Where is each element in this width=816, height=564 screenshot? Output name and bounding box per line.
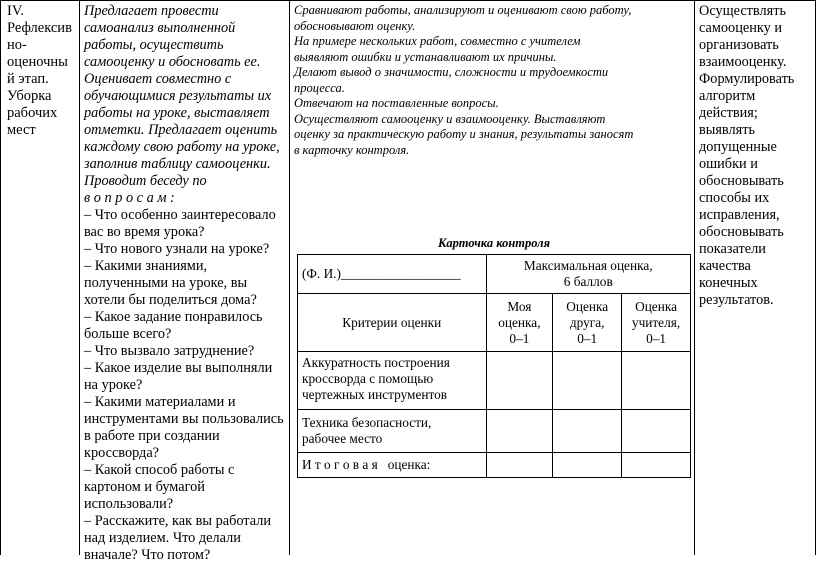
question-line: вначале? Что потом? [84,547,211,563]
stage-line: но- [7,37,27,53]
teacher-score-header: Оценка учителя, 0–1 [622,294,691,352]
question-line: на уроке? [84,377,143,393]
teacher-activity-cell [84,3,284,564]
results-line: конечных [699,275,758,291]
teacher-line: каждому свою работу на уроке, [84,139,280,155]
students-line: оценку за практическую работу и знания, результаты заносят [294,127,634,141]
students-line: Сравнивают работы, анализируют и оценивают свою работу, [294,3,632,17]
stage-line: IV. [7,3,25,19]
criterion-row-label: Техника безопасности, рабочее место [298,409,487,452]
column-divider-1 [79,0,80,555]
question-line: – Какой способ работы с [84,462,235,478]
students-line: выявляют ошибки и устанавливают их причины. [294,49,557,64]
question-line: – Что нового узнали на уроке? [84,241,270,257]
teacher-line: работы, осуществить [84,37,224,53]
students-line: Отвечают на поставленные вопросы. [294,96,499,110]
max-score-line-2: 6 баллов [563,274,613,290]
results-line: взаимооценку. [699,54,787,70]
results-line: обосновывать [699,173,784,189]
teacher-line: Проводит беседу по [84,173,207,189]
total-score-label: И т о г о в а я оценка: [298,453,487,478]
stage-line: мест [7,122,36,138]
score-cell[interactable] [622,352,691,410]
results-line: Формулировать [699,71,795,87]
students-line: На примере нескольких работ, совместно с учителем [294,34,581,48]
my-score-header: Моя оценка, 0–1 [486,294,553,352]
teacher-line: Предлагает провести [84,3,219,19]
criteria-header: Критерии оценки [298,294,487,352]
table-left-border [0,0,1,555]
stage-line: оценочны [7,54,68,70]
question-line: в работе при создании [84,428,220,444]
question-line: инструментами вы пользовались [84,411,284,427]
stage-line: Рефлексив [7,20,72,36]
control-card-table [297,254,691,478]
stage-line: Уборка [7,88,52,104]
score-cell[interactable] [553,409,622,452]
question-line: полученными на уроке, вы [84,275,248,291]
column-divider-2 [289,0,290,555]
question-line: больше всего? [84,326,172,342]
criterion-row-label: Аккуратность построения кроссворда с помощью чертежных инструментов [298,352,487,410]
teacher-line: работы на уроке, выставляет [84,105,270,121]
score-cell[interactable] [486,409,553,452]
results-line: показатели [699,241,766,257]
score-cell[interactable] [622,453,691,478]
results-line: способы их [699,190,770,206]
questions-label: в о п р о с а м : [84,190,175,206]
teacher-line: отметки. Предлагает оценить [84,122,278,138]
students-line: Осуществляют самооценку и взаимооценку. Выставляют [294,111,606,126]
results-line: действия; [699,105,758,121]
results-line: обосновывать [699,224,784,240]
results-line: исправления, [699,207,780,223]
score-cell[interactable] [622,409,691,452]
question-line: – Какое изделие вы выполняли [84,360,273,376]
results-line: качества [699,258,751,274]
teacher-line: заполнив таблицу самооценки. [84,156,271,172]
question-line: хотели бы поделиться дома? [84,292,257,308]
question-line: – Какими знаниями, [84,258,208,274]
students-line: Делают вывод о значимости, сложности и трудоемкости [294,65,609,79]
results-line: алгоритм [699,88,756,104]
peer-score-header: Оценка друга, 0–1 [553,294,622,352]
question-line: – Какое задание понравилось [84,309,263,325]
students-line: обосновывают оценку. [294,18,416,33]
results-line: Осуществлять [699,3,786,19]
results-line: результатов. [699,292,774,308]
teacher-line: обучающимися результаты их [84,88,272,104]
question-line: – Какими материалами и [84,394,236,410]
students-line: в карточку контроля. [294,142,410,157]
question-line: над изделием. Что делали [84,530,241,546]
name-field: (Ф. И.)__________________ [298,255,487,294]
question-line: вас во время урока? [84,224,205,240]
stage-line: й этап. [7,71,49,87]
control-card-title: Карточка контроля [437,236,551,250]
teacher-line: самооценку и обосновать ее. [84,54,261,70]
question-line: использовали? [84,496,174,512]
question-line: – Что вызвало затруднение? [84,343,255,359]
stage-cell [7,3,73,139]
teacher-line: Оценивает совместно с [84,71,232,87]
results-line: ошибки и [699,156,758,172]
max-score-header [486,255,691,294]
stage-line: рабочих [7,105,58,121]
question-line: кроссворда? [84,445,160,461]
results-line: самооценку и [699,20,782,36]
column-divider-3 [694,0,695,555]
question-line: – Расскажите, как вы работали [84,513,271,529]
question-line: – Что особенно заинтересовало [84,207,276,223]
results-line: выявлять [699,122,755,138]
score-cell[interactable] [553,453,622,478]
results-line: организовать [699,37,779,53]
score-cell[interactable] [486,352,553,410]
results-cell [699,3,811,309]
question-line: картоном и бумагой [84,479,205,495]
results-line: допущенные [699,139,777,155]
students-line: процесса. [294,80,345,95]
score-cell[interactable] [486,453,553,478]
teacher-line: самоанализ выполненной [84,20,236,36]
max-score-line-1: Максимальная оценка, [523,258,653,274]
score-cell[interactable] [553,352,622,410]
students-activity-cell [294,3,694,158]
